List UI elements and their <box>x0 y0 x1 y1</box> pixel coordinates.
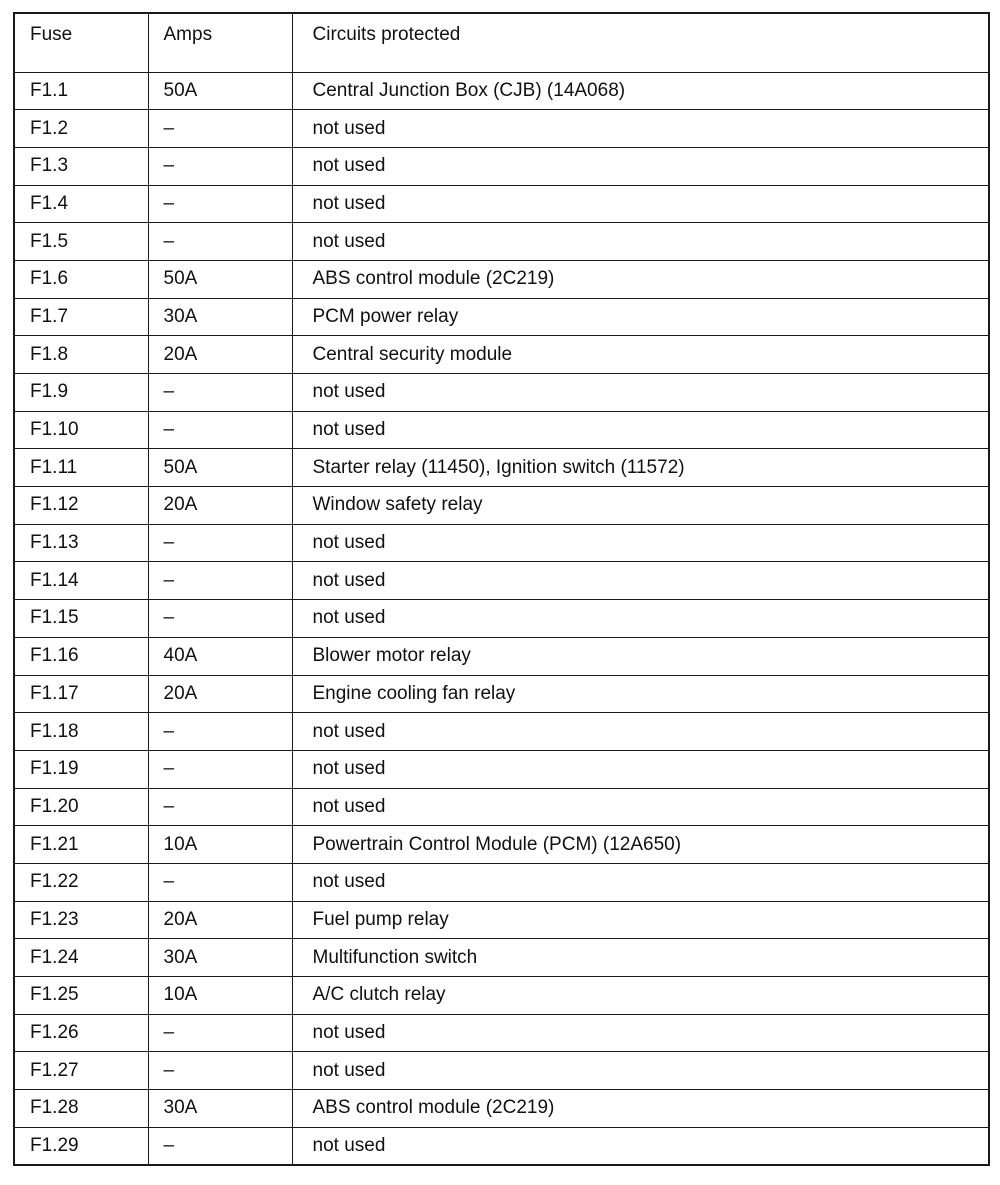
circuits-cell: not used <box>292 1014 989 1052</box>
fuse-cell: F1.18 <box>14 713 148 751</box>
table-row <box>14 336 989 374</box>
fuse-cell: F1.6 <box>14 260 148 298</box>
circuits-cell: A/C clutch relay <box>292 977 989 1015</box>
amps-cell: 30A <box>148 298 292 336</box>
amps-cell: 10A <box>148 977 292 1015</box>
fuse-cell: F1.22 <box>14 863 148 901</box>
amps-cell: – <box>148 600 292 638</box>
circuits-cell: not used <box>292 750 989 788</box>
circuits-cell: Powertrain Control Module (PCM) (12A650) <box>292 826 989 864</box>
table-row <box>14 713 989 751</box>
amps-cell: – <box>148 147 292 185</box>
amps-cell: – <box>148 788 292 826</box>
table-row <box>14 110 989 148</box>
circuits-cell: Fuel pump relay <box>292 901 989 939</box>
table-row <box>14 826 989 864</box>
fuse-cell: F1.11 <box>14 449 148 487</box>
amps-cell: 20A <box>148 901 292 939</box>
fuse-table <box>13 12 990 1166</box>
fuse-cell: F1.23 <box>14 901 148 939</box>
fuse-cell: F1.5 <box>14 223 148 261</box>
fuse-cell: F1.26 <box>14 1014 148 1052</box>
fuse-cell: F1.3 <box>14 147 148 185</box>
circuits-cell: not used <box>292 223 989 261</box>
table-row <box>14 977 989 1015</box>
amps-cell: 40A <box>148 637 292 675</box>
circuits-cell: not used <box>292 147 989 185</box>
fuse-cell: F1.2 <box>14 110 148 148</box>
table-row <box>14 637 989 675</box>
amps-cell: – <box>148 411 292 449</box>
header-amps: Amps <box>148 13 292 72</box>
amps-cell: 20A <box>148 336 292 374</box>
table-row <box>14 411 989 449</box>
amps-cell: – <box>148 713 292 751</box>
fuse-cell: F1.1 <box>14 72 148 110</box>
circuits-cell: not used <box>292 863 989 901</box>
fuse-cell: F1.24 <box>14 939 148 977</box>
fuse-cell: F1.14 <box>14 562 148 600</box>
circuits-cell: not used <box>292 524 989 562</box>
header-fuse: Fuse <box>14 13 148 72</box>
fuse-cell: F1.10 <box>14 411 148 449</box>
table-row <box>14 1014 989 1052</box>
circuits-cell: Window safety relay <box>292 487 989 525</box>
table-row <box>14 524 989 562</box>
circuits-cell: not used <box>292 600 989 638</box>
fuse-cell: F1.19 <box>14 750 148 788</box>
table-row <box>14 675 989 713</box>
table-row <box>14 939 989 977</box>
table-row <box>14 901 989 939</box>
table-body <box>14 72 989 1165</box>
circuits-cell: not used <box>292 185 989 223</box>
amps-cell: – <box>148 1127 292 1165</box>
circuits-cell: ABS control module (2C219) <box>292 260 989 298</box>
circuits-cell: not used <box>292 1127 989 1165</box>
table-row <box>14 147 989 185</box>
fuse-cell: F1.27 <box>14 1052 148 1090</box>
circuits-cell: Engine cooling fan relay <box>292 675 989 713</box>
table-row <box>14 1127 989 1165</box>
amps-cell: 50A <box>148 449 292 487</box>
table-row <box>14 1090 989 1128</box>
header-row <box>14 13 989 72</box>
table-row <box>14 72 989 110</box>
circuits-cell: not used <box>292 374 989 412</box>
amps-cell: 20A <box>148 675 292 713</box>
amps-cell: 50A <box>148 260 292 298</box>
header-circuits-protected: Circuits protected <box>292 13 989 72</box>
fuse-cell: F1.4 <box>14 185 148 223</box>
fuse-cell: F1.15 <box>14 600 148 638</box>
table-row <box>14 487 989 525</box>
circuits-cell: not used <box>292 713 989 751</box>
table-row <box>14 374 989 412</box>
amps-cell: 20A <box>148 487 292 525</box>
circuits-cell: Starter relay (11450), Ignition switch (11572) <box>292 449 989 487</box>
circuits-cell: Blower motor relay <box>292 637 989 675</box>
circuits-cell: not used <box>292 1052 989 1090</box>
table-row <box>14 562 989 600</box>
amps-cell: – <box>148 863 292 901</box>
amps-cell: – <box>148 185 292 223</box>
amps-cell: – <box>148 110 292 148</box>
circuits-cell: PCM power relay <box>292 298 989 336</box>
fuse-cell: F1.7 <box>14 298 148 336</box>
amps-cell: – <box>148 750 292 788</box>
fuse-cell: F1.21 <box>14 826 148 864</box>
fuse-cell: F1.17 <box>14 675 148 713</box>
amps-cell: – <box>148 374 292 412</box>
amps-cell: – <box>148 524 292 562</box>
circuits-cell: ABS control module (2C219) <box>292 1090 989 1128</box>
fuse-cell: F1.25 <box>14 977 148 1015</box>
fuse-cell: F1.28 <box>14 1090 148 1128</box>
circuits-cell: not used <box>292 110 989 148</box>
amps-cell: – <box>148 1014 292 1052</box>
circuits-cell: not used <box>292 411 989 449</box>
table-row <box>14 223 989 261</box>
table-row <box>14 260 989 298</box>
fuse-cell: F1.12 <box>14 487 148 525</box>
fuse-cell: F1.16 <box>14 637 148 675</box>
amps-cell: 10A <box>148 826 292 864</box>
circuits-cell: Central security module <box>292 336 989 374</box>
fuse-cell: F1.29 <box>14 1127 148 1165</box>
fuse-cell: F1.20 <box>14 788 148 826</box>
circuits-cell: not used <box>292 788 989 826</box>
table-row <box>14 1052 989 1090</box>
amps-cell: – <box>148 562 292 600</box>
fuse-cell: F1.13 <box>14 524 148 562</box>
table-row <box>14 788 989 826</box>
fuse-cell: F1.9 <box>14 374 148 412</box>
table-header <box>14 13 989 72</box>
amps-cell: 50A <box>148 72 292 110</box>
fuse-cell: F1.8 <box>14 336 148 374</box>
circuits-cell: not used <box>292 562 989 600</box>
circuits-cell: Central Junction Box (CJB) (14A068) <box>292 72 989 110</box>
table-row <box>14 863 989 901</box>
circuits-cell: Multifunction switch <box>292 939 989 977</box>
table-row <box>14 600 989 638</box>
table-row <box>14 185 989 223</box>
table-row <box>14 750 989 788</box>
amps-cell: – <box>148 1052 292 1090</box>
table-row <box>14 298 989 336</box>
amps-cell: 30A <box>148 939 292 977</box>
table-row <box>14 449 989 487</box>
amps-cell: 30A <box>148 1090 292 1128</box>
amps-cell: – <box>148 223 292 261</box>
